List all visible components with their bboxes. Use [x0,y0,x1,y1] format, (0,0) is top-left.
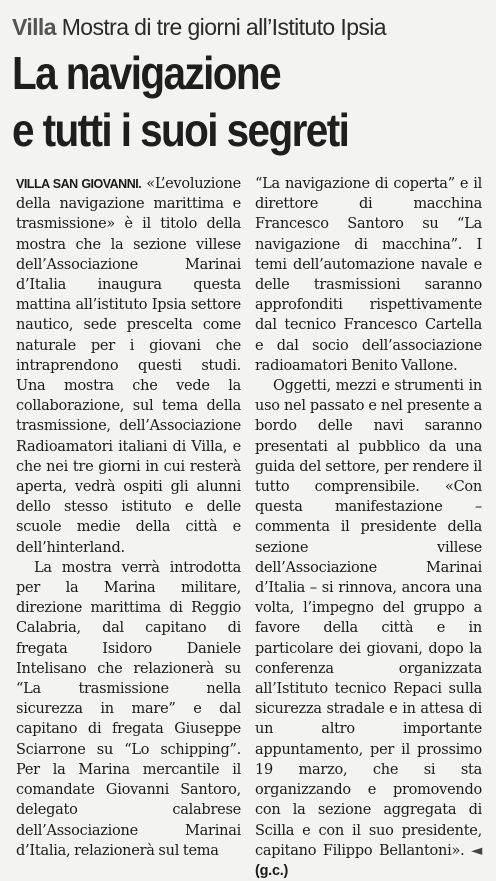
end-mark-icon: ◄ [471,842,482,859]
article-paragraph: “La navigazione di coperta” e il direttore di macchina Francesco Santoro su “La navigazione di macchina”. I temi dell’automazione navale e delle trasmissioni saranno approfonditi rispettivamente dal tecnico Francesco Cartella e dal socio dell’associazione radioamatori Benito Vallone. [255,176,482,374]
article-column-left [16,174,241,861]
kicker-place: Villa [12,14,56,40]
article-column-right [255,174,482,881]
kicker [12,14,488,40]
dateline: VILLA SAN GIOVANNI. [16,177,142,191]
article-paragraph [255,376,482,881]
article-paragraph [16,174,241,558]
kicker-text: Mostra di tre giorni all’Istituto Ipsia [61,14,386,40]
headline [12,45,434,159]
headline-line-2: e tutti i suoi segreti [12,104,349,156]
author-signature: (g.c.) [255,862,289,879]
paragraph-text: Oggetti, mezzi e strumenti in uso nel passato e nel presente a bordo delle navi saranno presentati al pubblico da una guida del settore, per rendere il tutto comprensibile. «Con questa manifestazione – commenta il presidente della sezione villese dell’Associazione Marinai d’Italia – si rinnova, ancora una volta, l’impegno del gruppo a favore della città e in particolare dei giovani, dopo la conferenza organizzata all’Istituto tecnico Repaci sulla sicurezza stradale e in attesa di un altro importante appuntamento, per il prossimo 19 marzo, che si sta organizzando e promovendo con la sezione aggregata di Scilla e con il suo presidente, capitano Filippo Bellantoni». [255,378,482,859]
paragraph-text: «L’evoluzione della navigazione marittima e trasmissione» è il titolo della mostra che la sezione villese dell’Associazione Marinai d’Italia inaugura questa mattina all’istituto Ipsia settore nautico, sede prescelta come naturale per i giovani che intraprendono questi studi. Una mostra che vede la collaborazione, sul tema della trasmissione, dell’Associazione Radioamatori italiani di Villa, e che nei tre giorni in cui resterà aperta, vedrà ospiti gli alunni dello stesso istituto e delle scuole medie della città e dell’hinterland. [16,176,241,556]
article-paragraph: La mostra verrà introdotta per la Marina militare, direzione marittima di Reggio Calabria, dal capitano di fregata Isidoro Daniele Intelisano che relazionerà su “La trasmissione nella sicurezza in mare” e dal capitano di fregata Giuseppe Sciarrone su “Lo schipping”. Per la Marina mercantile il comandate Giovanni Santoro, delegato calabrese dell’Associazione Marinai d’Italia, relazionerà sul tema [16,559,241,859]
headline-line-1: La navigazione [12,47,281,99]
